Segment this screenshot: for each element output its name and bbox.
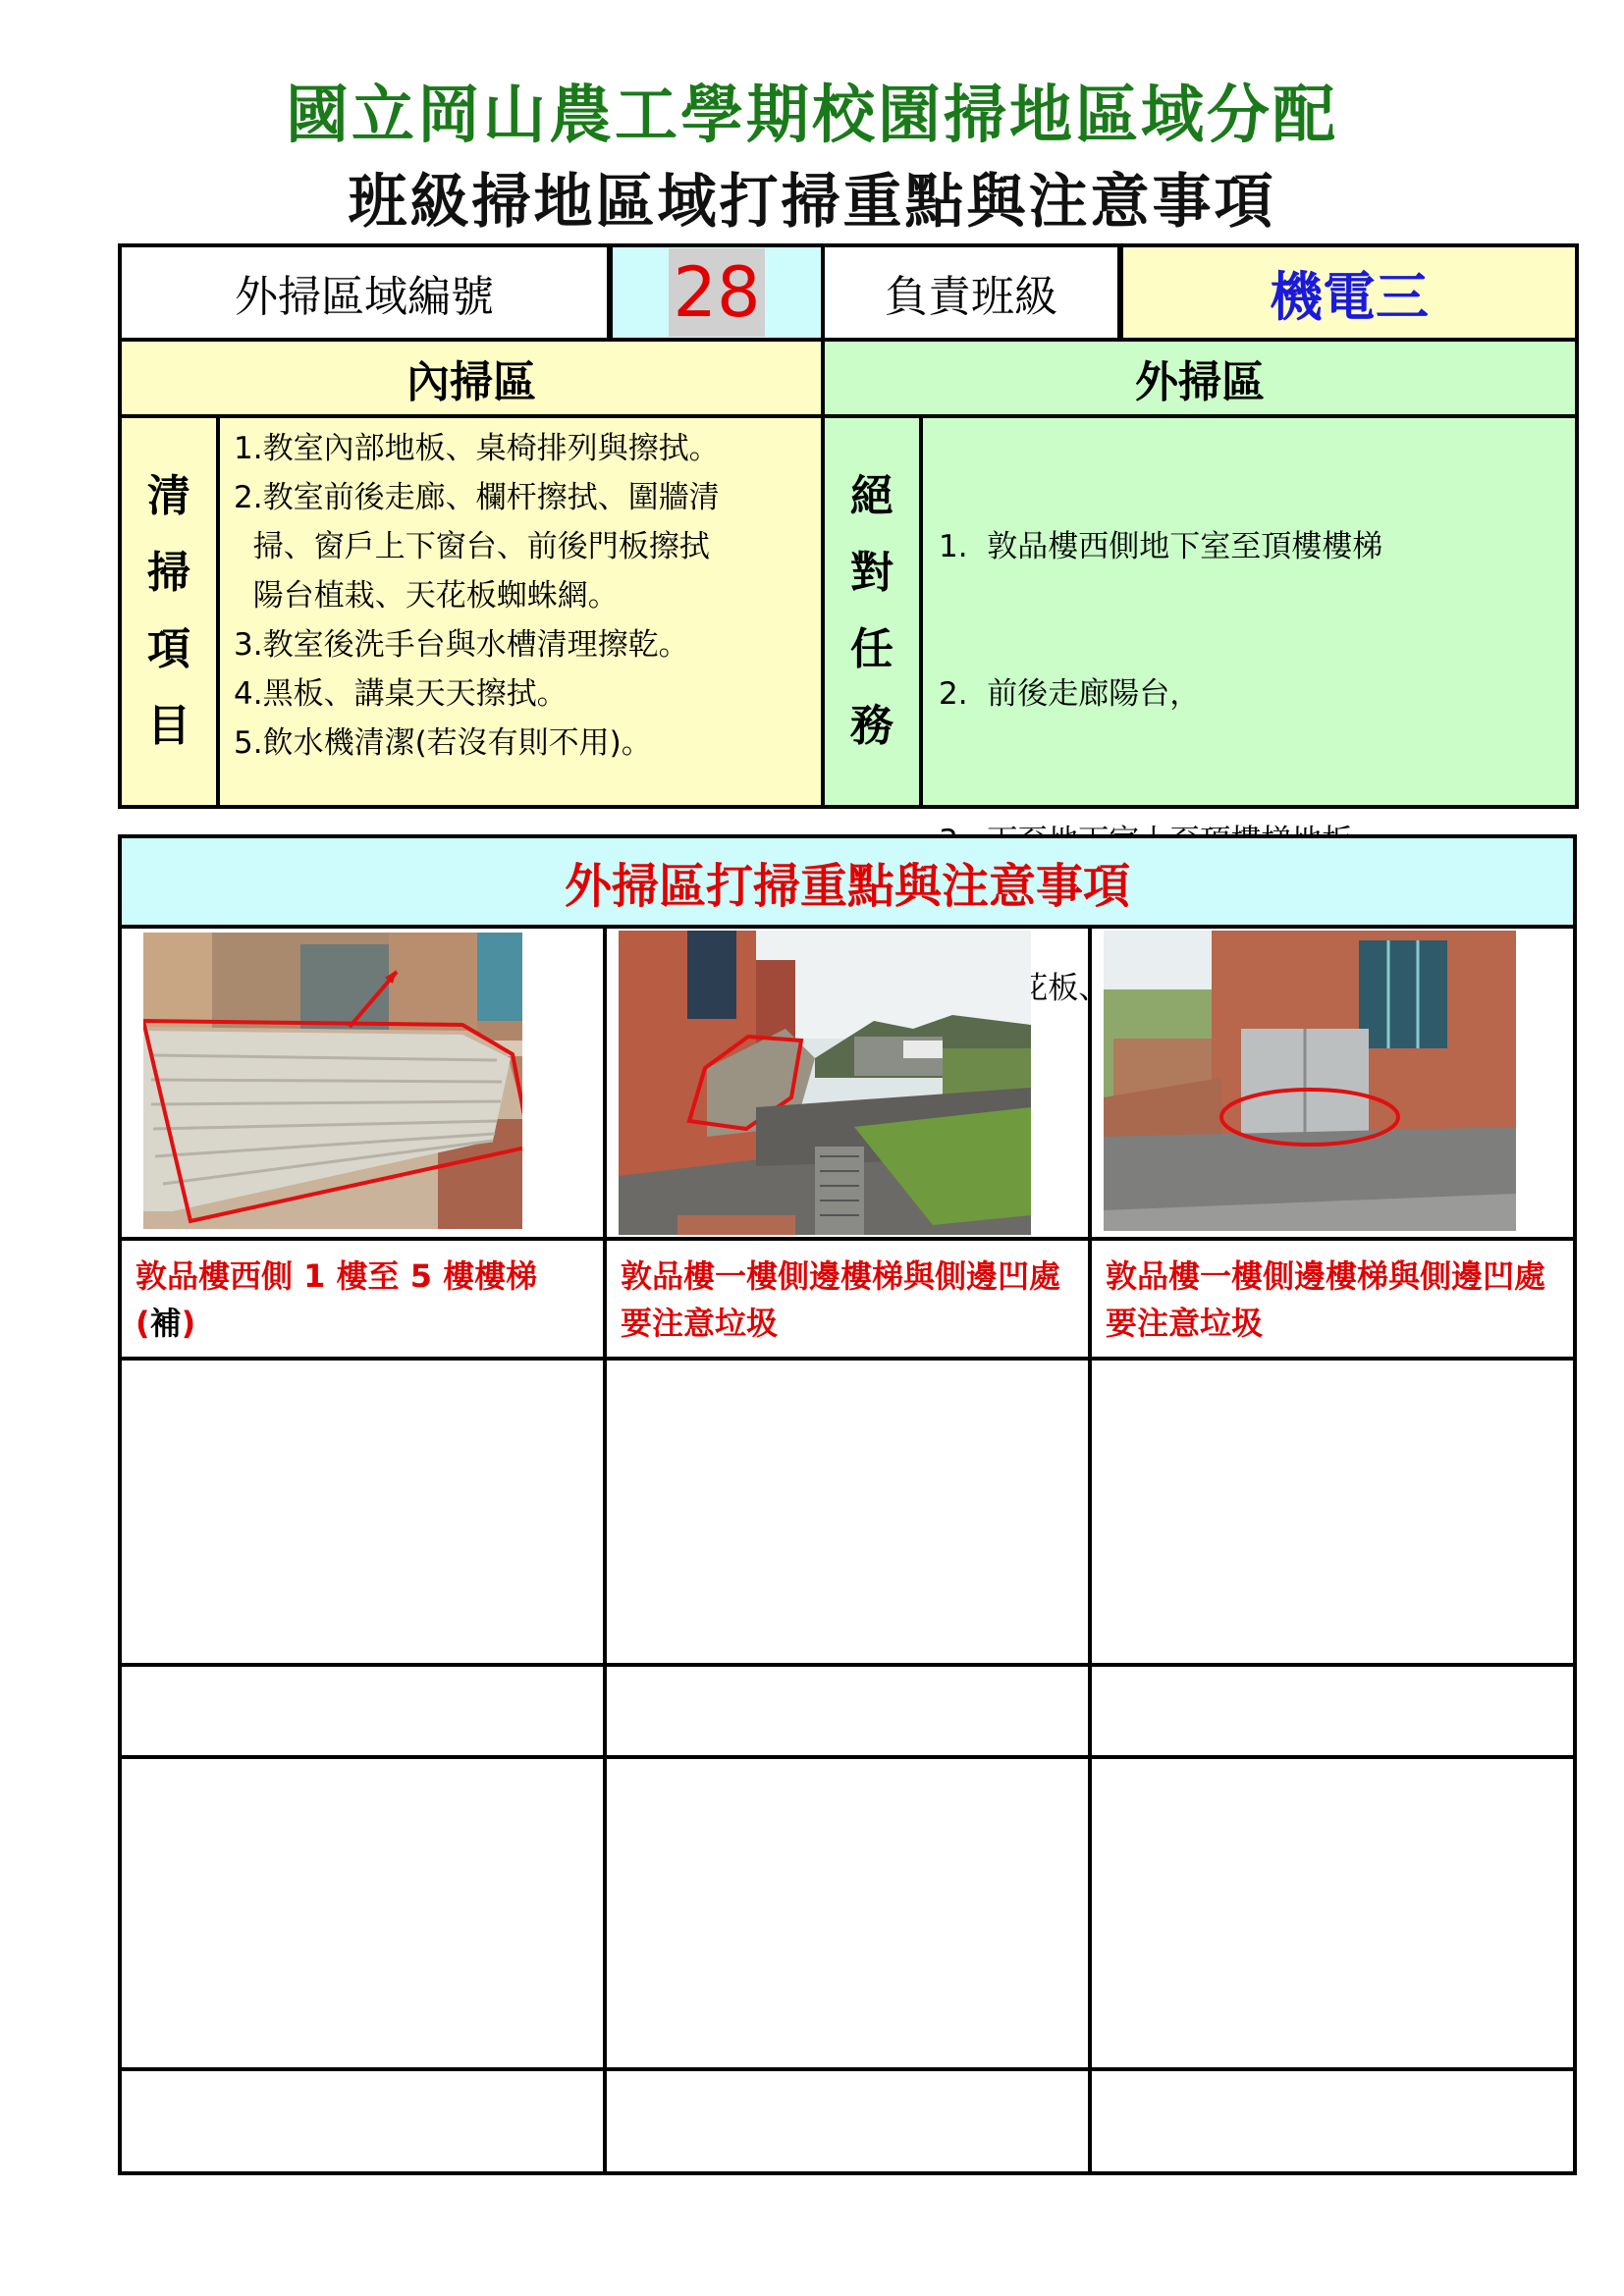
caption-text: 敦品樓西側 1 樓至 5 樓樓梯( bbox=[135, 1257, 538, 1342]
photo-cabinet-corner bbox=[1104, 931, 1516, 1231]
photo-cabinet-corner-image bbox=[1104, 931, 1516, 1231]
empty-photo-cell bbox=[605, 1757, 1090, 2069]
empty-caption-cell bbox=[1090, 2069, 1575, 2173]
caption-cell-2 bbox=[605, 1239, 1090, 1359]
list-item: 3.教室後洗手台與水槽清理擦乾。 bbox=[234, 627, 689, 663]
inner-zone-side-label bbox=[120, 416, 218, 807]
photo-side-stairs bbox=[619, 931, 1031, 1235]
empty-photo-cell bbox=[120, 1359, 605, 1665]
list-item: 1. 敦品樓西側地下室至頂樓樓梯 bbox=[939, 529, 1383, 564]
side-char: 掃 bbox=[147, 548, 190, 598]
list-item: 2.教室前後走廊、欄杆擦拭、圍牆清 bbox=[234, 480, 720, 515]
side-char: 清 bbox=[147, 471, 190, 521]
empty-caption-cell bbox=[605, 1665, 1090, 1757]
area-number-label: 外掃區域編號 bbox=[120, 245, 609, 340]
side-char: 任 bbox=[850, 624, 893, 674]
list-item: 掃、窗戶上下窗台、前後門板擦拭 bbox=[234, 529, 710, 564]
area-number-text: 28 bbox=[669, 248, 764, 337]
area-number-value bbox=[609, 245, 823, 340]
side-char: 項 bbox=[147, 624, 190, 674]
list-item: 5.飲水機清潔(若沒有則不用)。 bbox=[234, 725, 652, 761]
outer-zone-heading: 外掃區 bbox=[823, 340, 1577, 416]
empty-photo-cell bbox=[1090, 1359, 1575, 1665]
side-char: 務 bbox=[850, 701, 893, 751]
page-subtitle: 班級掃地區域打掃重點與注意事項 bbox=[348, 168, 1276, 237]
empty-photo-cell bbox=[605, 1359, 1090, 1665]
empty-photo-cell bbox=[1090, 1757, 1575, 2069]
caption-text: 敦品樓一樓側邊樓梯與側邊凹處要注意垃圾 bbox=[621, 1257, 1061, 1342]
empty-caption-cell bbox=[120, 2069, 605, 2173]
outer-zone-items bbox=[921, 416, 1577, 807]
empty-caption-cell bbox=[1090, 1665, 1575, 1757]
caption-text-end: ) bbox=[181, 1305, 196, 1342]
class-label: 負責班級 bbox=[823, 245, 1119, 340]
empty-photo-cell bbox=[120, 1757, 605, 2069]
side-char: 絕 bbox=[850, 471, 893, 521]
photo-stair-panel bbox=[143, 933, 522, 1229]
empty-caption-cell bbox=[605, 2069, 1090, 2173]
list-item: 4.黑板、講桌天天擦拭。 bbox=[234, 676, 568, 712]
inner-zone-heading: 內掃區 bbox=[120, 340, 823, 416]
outer-zone-side-label bbox=[823, 416, 921, 807]
caption-text: 敦品樓一樓側邊樓梯與側邊凹處要注意垃圾 bbox=[1106, 1257, 1546, 1342]
photo-stair-panel-image bbox=[143, 933, 522, 1229]
caption-cell-3 bbox=[1090, 1239, 1575, 1359]
caption-cell-1 bbox=[120, 1239, 605, 1359]
side-char: 對 bbox=[850, 548, 893, 598]
caption-text-black: 補 bbox=[149, 1305, 182, 1342]
photo-side-stairs-image bbox=[619, 931, 1031, 1235]
inner-zone-items bbox=[218, 416, 823, 807]
list-item: 陽台植栽、天花板蜘蛛網。 bbox=[234, 578, 619, 614]
list-item: 1.教室內部地板、桌椅排列與擦拭。 bbox=[234, 431, 720, 466]
notes-heading: 外掃區打掃重點與注意事項 bbox=[120, 836, 1575, 927]
page-title: 國立岡山農工學期校園掃地區域分配 bbox=[286, 80, 1338, 152]
class-value: 機電三 bbox=[1119, 245, 1577, 340]
side-char: 目 bbox=[147, 701, 190, 751]
list-item: 2. 前後走廊陽台， bbox=[939, 676, 1201, 712]
empty-caption-cell bbox=[120, 1665, 605, 1757]
